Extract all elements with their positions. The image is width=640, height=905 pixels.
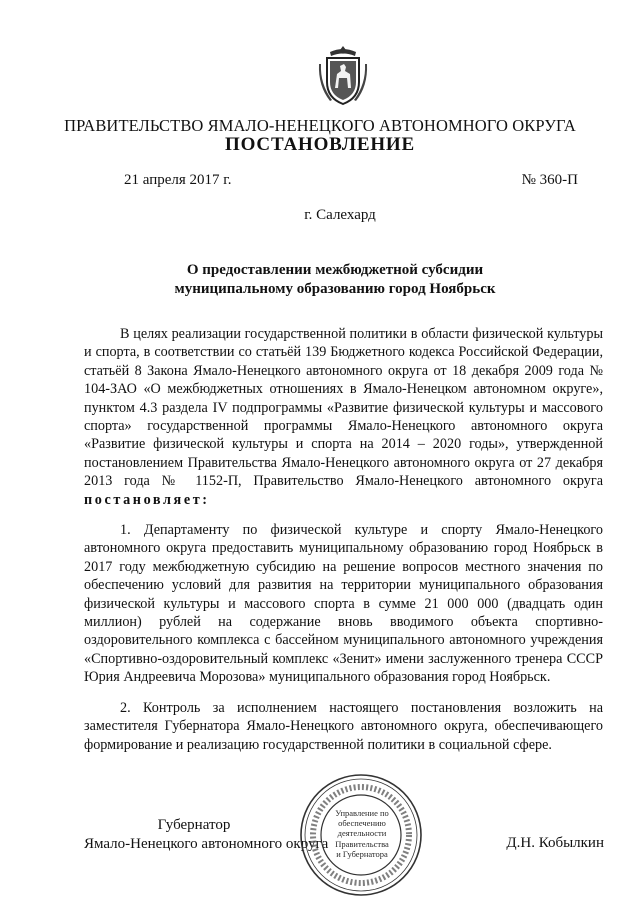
intro-paragraph (84, 325, 603, 509)
document-date: 21 апреля 2017 г. (124, 172, 232, 188)
intro-text: В целях реализации государственной политики в области физической культуры и спорта, в соответствии со статьёй 139 Бюджетного кодекса Российской Федерации, статьёй 8 Закона Ямало-Ненецкого автономного округа от 18 декабря 2009 года № 104-ЗАО «О межбюджетных отношениях в Ямало-Ненецком автономном округе», пунктом 4.3 раздела IV подпрограммы «Развитие физической культуры и массового спорта» государственной программы Ямало-Ненецкого автономного округа «Развитие физической культуры и спорта на 2014 – 2020 годы», утвержденной постановлением Правительства Ямало-Ненецкого автономного округа от 27 декабря 2013 года № 1152-П, Правительство Ямало-Ненецкого автономного округа (84, 326, 603, 490)
document-number: № 360-П (521, 172, 578, 188)
item-2-text: 2. Контроль за исполнением настоящего постановления возложить на заместителя Губернатора Ямало-Ненецкого автономного округа, обеспечивающего формирование и реализацию государственной политики в социальной сфере. (84, 700, 603, 753)
seal-line: Управление по (335, 808, 389, 818)
document-type: ПОСТАНОВЛЕНИЕ (225, 134, 415, 155)
coat-of-arms-emblem (318, 44, 368, 108)
intro-keyword: постановляет: (84, 491, 210, 508)
signatory-title-line-1: Губернатор (157, 817, 231, 833)
subject-line-1: О предоставлении межбюджетной субсидии (186, 262, 484, 278)
item-1-paragraph (84, 521, 603, 687)
item-1-text: 1. Департаменту по физической культуре и спорту Ямало-Ненецкого автономного округа предоставить муниципальному образованию город Ноябрьск в 2017 году межбюджетную субсидию на решение вопросов местного значения по обеспечению условий для развития на территории муниципального образования физической культуры и массового спорта в сумме 21 000 000 (двадцать один миллион) рублей на содержание вновь вводимого объекта спортивно-оздоровительного комплекса с бассейном муниципального автономного учреждения «Спортивно-оздоровительный комплекс «Зенит» имени заслуженного тренера СССР Юрия Андреевича Морозова» муниципального образования город Ноябрьск. (84, 522, 603, 686)
signatory-name: Д.Н. Кобылкин (506, 835, 604, 851)
subject-line-2: муниципальному образованию город Ноябрьск (174, 281, 496, 297)
seal-line: деятельности (337, 828, 387, 839)
seal-line: и Губернатора (336, 848, 388, 859)
signatory-title-line-2: Ямало-Ненецкого автономного округа (84, 836, 329, 852)
signatory-title (84, 816, 329, 854)
document-city: г. Салехард (304, 207, 376, 223)
document-subject (0, 261, 640, 299)
item-2-paragraph (84, 699, 603, 754)
organization-name: ПРАВИТЕЛЬСТВО ЯМАЛО-НЕНЕЦКОГО АВТОНОМНОГО ОКРУГА (64, 116, 576, 135)
seal-center-text (330, 808, 394, 859)
seal-line: Правительства (335, 838, 389, 849)
seal-line: обеспечению (338, 818, 386, 829)
